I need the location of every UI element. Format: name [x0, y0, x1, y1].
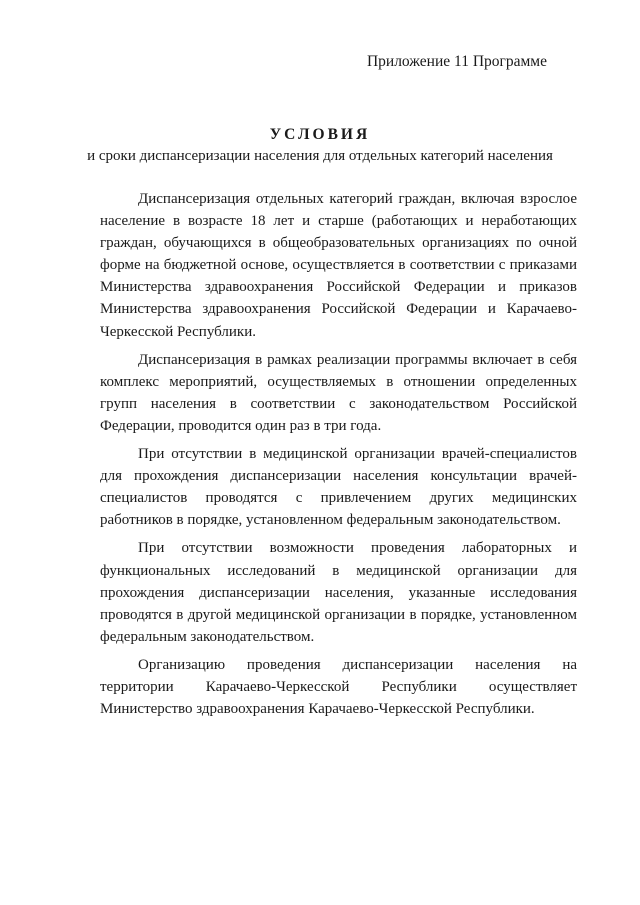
- document-body: [100, 188, 577, 726]
- paragraph-5: Организацию проведения диспансеризации населения на территории Карачаево-Черкесской Республики осуществляет Министерство здравоохранения Карачаево-Черкесской Республики.: [100, 656, 577, 718]
- appendix-label: Приложение 11 Программе: [366, 53, 547, 70]
- paragraph-4: При отсутствии возможности проведения лабораторных и функциональных исследований в медицинской организации для прохождения диспансеризации населения, указанные исследования проводятся в другой медицинской организации в порядке, установленном федеральным законодательством.: [100, 540, 577, 645]
- paragraph-3: При отсутствии в медицинской организации врачей-специалистов для прохождения диспансеризации населения консультации врачей-специалистов проводятся с привлечением других медицинских работников в порядке, установленном федеральным законодательством.: [100, 446, 577, 529]
- paragraph-2: Диспансеризация в рамках реализации программы включает в себя комплекс мероприятий, осуществляемых в отношении определенных групп населения в соответствии с законодательством Российской Федерации, проводится один раз в три года.: [100, 351, 577, 434]
- document-heading: УСЛОВИЯ: [269, 126, 371, 143]
- paragraph-1: Диспансеризация отдельных категорий граждан, включая взрослое население в возрасте 18 лет и старше (работающих и неработающих граждан, обучающихся в общеобразовательных организациях по очной форме на бюджетной основе, осуществляется в соответствии с приказами Министерства здравоохранения Российской Федерации и приказов Министерства здравоохранения Российской Федерации и Карачаево-Черкесской Республики.: [100, 191, 577, 340]
- document-subheading: и сроки диспансеризации населения для отдельных категорий населения: [87, 148, 553, 164]
